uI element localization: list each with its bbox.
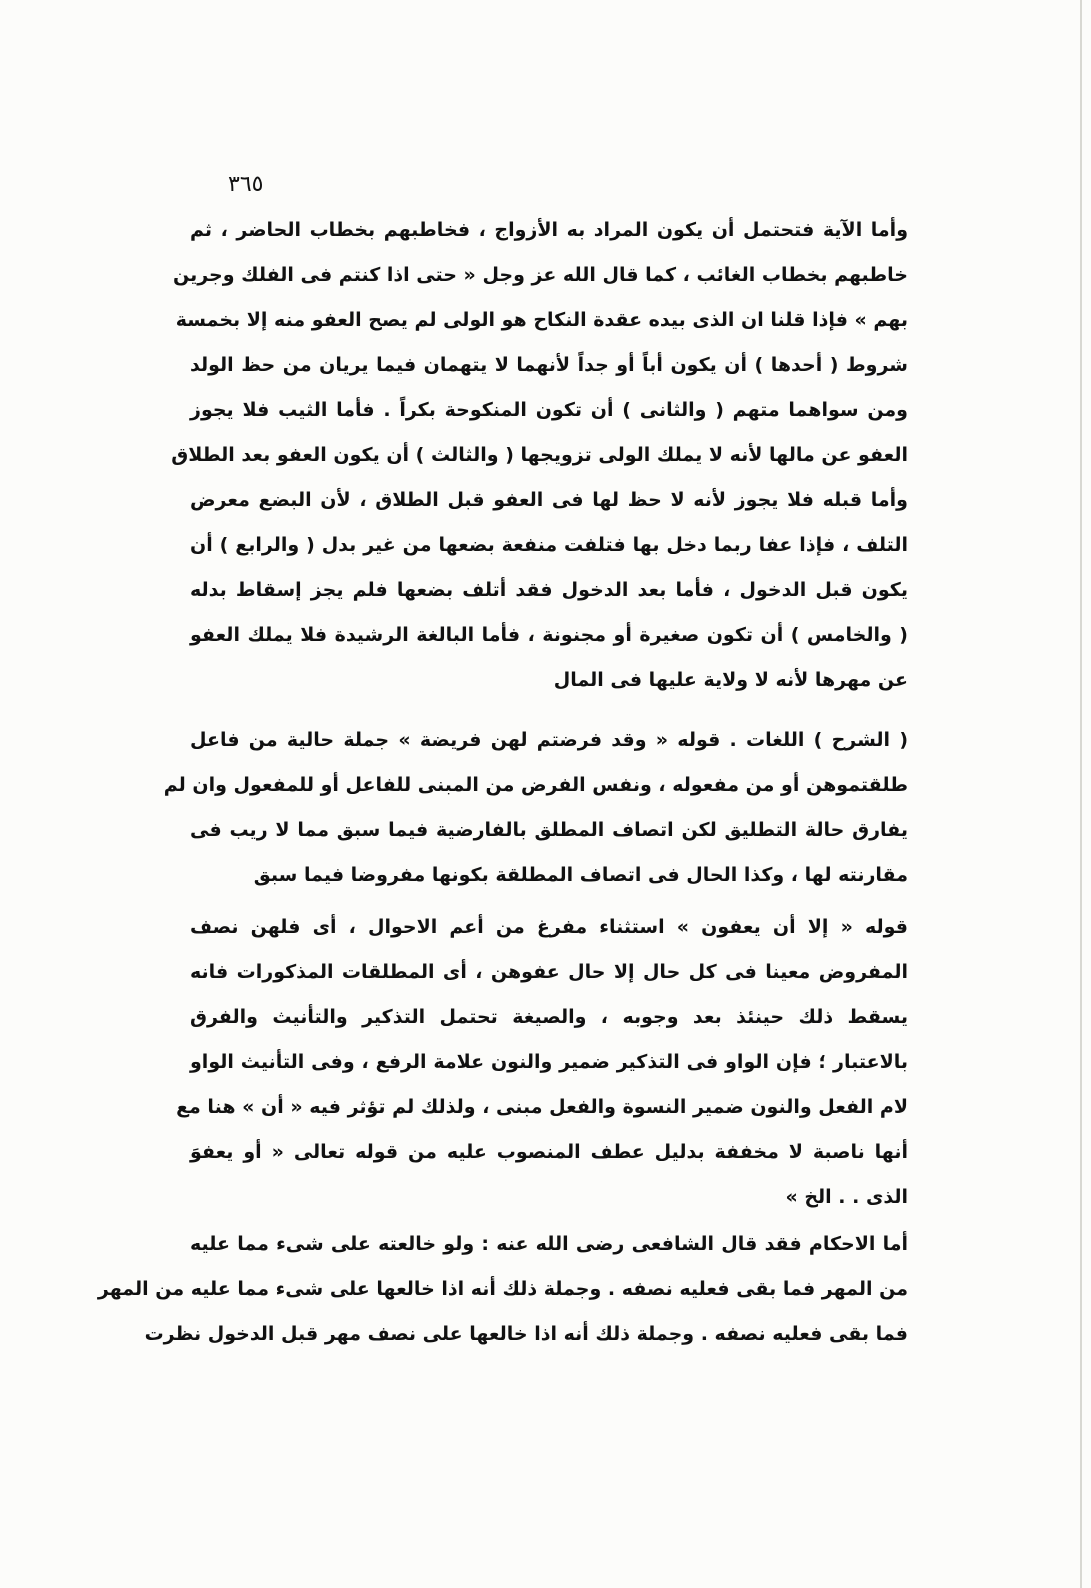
paragraph-sharh-lughat	[163, 718, 908, 898]
text-line: ومن سواهما متهم ( والثانى ) أن تكون المنكوحة بكراً . فأما الثيب فلا يجوز	[190, 399, 908, 421]
text-line: ( والخامس ) أن تكون صغيرة أو مجنونة ، فأما البالغة الرشيدة فلا يملك العفو	[190, 624, 908, 646]
text-line: لام الفعل والنون ضمير النسوة والفعل مبنى ، ولذلك لم تؤثر فيه « أن » هنا مع	[176, 1096, 908, 1118]
text-line: بهم » فإذا قلنا ان الذى بيده عقدة النكاح هو الولى لم يصح العفو منه إلا بخمسة	[175, 309, 908, 331]
text-line: يكون قبل الدخول ، فأما بعد الدخول فقد أتلف بضعها فلم يجز إسقاط بدله	[190, 579, 908, 601]
text-line: فما بقى فعليه نصفه . وجملة ذلك أنه اذا خالعها على نصف مهر قبل الدخول نظرت	[144, 1323, 908, 1345]
text-line: وأما الآية فتحتمل أن يكون المراد به الأزواج ، فخاطبهم بخطاب الحاضر ، ثم	[190, 219, 908, 241]
text-line: العفو عن مالها لأنه لا يملك الولى تزويجها ( والثالث ) أن يكون العفو بعد الطلاق	[171, 444, 908, 466]
text-line: التلف ، فإذا عفا ربما دخل بها فتلفت منفعة بضعها من غير بدل ( والرابع ) أن	[190, 534, 908, 556]
text-line: خاطبهم بخطاب الغائب ، كما قال الله عز وجل « حتى اذا كنتم فى الفلك وجرين	[172, 264, 908, 286]
text-line: المفروض معينا فى كل حال إلا حال عفوهن ، أى المطلقات المذكورات فانه	[190, 961, 908, 983]
page-number: ٣٦٥	[228, 172, 264, 197]
text-line: يسقط ذلك حينئذ بعد وجوبه ، والصيغة تحتمل التذكير والتأنيث والفرق	[190, 1006, 908, 1028]
paragraph-verse-commentary	[171, 208, 908, 703]
text-line: شروط ( أحدها ) أن يكون أباً أو جداً لأنهما لا يتهمان فيما يريان من حظ الولد	[190, 354, 908, 376]
text-line: أنها ناصبة لا مخففة بدليل عطف المنصوب عليه من قوله تعالى « أو يعفوَ	[190, 1141, 908, 1163]
paragraph-ahkam	[97, 1222, 908, 1357]
text-line: الذى . . الخ »	[785, 1186, 908, 1208]
text-line: قوله « إلا أن يعفون » استثناء مفرغ من أعم الاحوال ، أى فلهن نصف	[190, 916, 908, 938]
text-line: من المهر فما بقى فعليه نصفه . وجملة ذلك أنه اذا خالعها على شىء مما عليه من المهر	[97, 1278, 908, 1300]
page-edge-line	[1080, 0, 1082, 1588]
text-line: ( الشرح ) اللغات . قوله « وقد فرضتم لهن فريضة » جملة حالية من فاعل	[190, 729, 908, 751]
paragraph-illa-an-yafun	[176, 905, 908, 1220]
text-line: يفارق حالة التطليق لكن اتصاف المطلق بالفارضية فيما سبق مما لا ريب فى	[190, 819, 908, 841]
text-line: طلقتموهن أو من مفعوله ، ونفس الفرض من المبنى للفاعل أو للمفعول وان لم	[163, 774, 908, 796]
text-line: أما الاحكام فقد قال الشافعى رضى الله عنه : ولو خالعته على شىء مما عليه	[190, 1233, 908, 1255]
text-line: وأما قبله فلا يجوز لأنه لا حظ لها فى العفو قبل الطلاق ، لأن البضع معرض	[190, 489, 908, 511]
text-line: مقارنته لها ، وكذا الحال فى اتصاف المطلقة بكونها مفروضا فيما سبق	[253, 864, 908, 886]
text-line: عن مهرها لأنه لا ولاية عليها فى المال	[553, 669, 908, 691]
text-line: بالاعتبار ؛ فإن الواو فى التذكير ضمير والنون علامة الرفع ، وفى التأنيث الواو	[190, 1051, 908, 1073]
